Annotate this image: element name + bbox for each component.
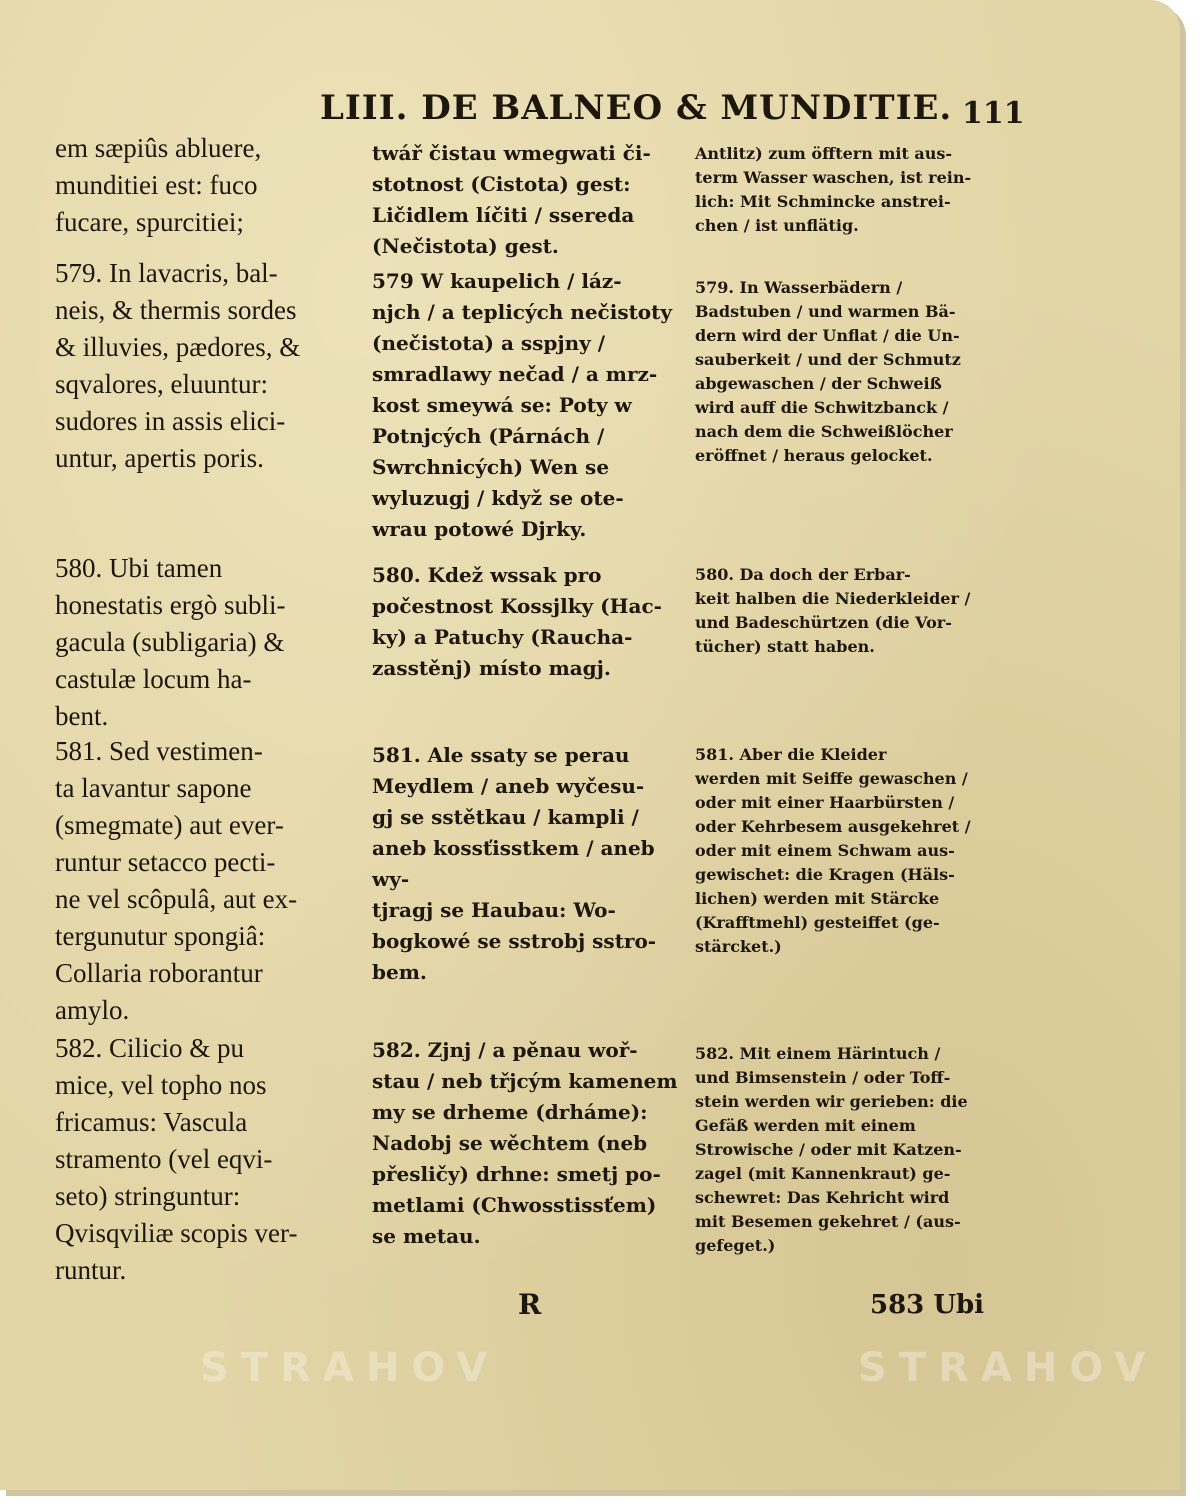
czech-paragraph-intro: twář čistau wmegwati či- stotnost (Cistota) gest: Ličidlem líčiti / ssereda (Nečistota) gest.: [372, 141, 651, 258]
czech-paragraph-582: 582. Zjnj / a pěnau woř- stau / neb třjcým kamenem my se drheme (drháme): Nadobj se wěchtem (neb přesličy) drhne: smetj po- metlami (Chwosstissťem) se metau.: [372, 1038, 678, 1248]
czech-paragraph-581: 581. Ale ssaty se perau Meydlem / aneb wyčesu- gj se sstětkau / kampli / aneb kossťisstkem / aneb wy- tjragj se Haubau: Wo- bogkowé se sstrobj sstro- bem.: [372, 743, 657, 984]
czech-paragraph-579: 579 W kaupelich / láz- njch / a teplicých nečistoty (nečistota) a sspjny / smradlawy nečad / a mrz- kost smeywá se: Poty w Potnjcých (Párnách / Swrchnicých) Wen se wyluzugj / když se ote- wrau potowé Djrky.: [372, 269, 673, 541]
german-paragraph-intro: Antlitz) zum öfftern mit aus- term Wasser waschen, ist rein- lich: Mit Schmincke anstrei- chen / ist unflätig.: [695, 144, 972, 235]
latin-paragraph-581: 581. Sed vestimen- ta lavantur sapone (smegmate) aut ever- runtur setacco pecti- ne vel scôpulâ, aut ex- tergunutur spongiâ: Collaria roborantur amylo.: [55, 736, 298, 1025]
latin-paragraph-579: 579. In lavacris, bal- neis, & thermis sordes & illuvies, pædores, & sqvalores, eluuntur: sudores in assis elici- untur, apertis poris.: [55, 258, 301, 473]
page-header: LIII. DE BALNEO & MUNDITIE.: [320, 88, 953, 128]
czech-paragraph-580: 580. Kdež wssak pro počestnost Kossjlky (Hac- ky) a Patuchy (Raucha- zasstěnj) místo magj.: [372, 563, 662, 680]
german-paragraph-582: 582. Mit einem Härintuch / und Bimsenstein / oder Toff- stein werden wir gerieben: die Gefäß werden mit einem Strowische / oder mit Katzen- zagel (mit Kannenkraut) ge- schewret: Das Kehricht wird mit Besemen gekehret / (aus- gefeget.): [695, 1044, 968, 1255]
page-number: 111: [962, 96, 1025, 131]
latin-paragraph-582: 582. Cilicio & pu mice, vel topho nos fricamus: Vascula stramento (vel eqvi- seto) stringuntur: Qvisqviliæ scopis ver- runtur.: [55, 1033, 298, 1285]
german-paragraph-581: 581. Aber die Kleider werden mit Seiffe gewaschen / oder mit einer Haarbürsten / oder Kehrbesem ausgekehret / oder mit einem Schwam aus- gewischet: die Kragen (Häls- lichen) werden mit Stärcke (Krafftmehl) gesteiffet (ge- stärcket.): [695, 745, 971, 956]
signature-mark: R: [518, 1288, 542, 1321]
catchword: 583 Ubi: [870, 1290, 985, 1320]
latin-paragraph-580: 580. Ubi tamen honestatis ergò subli- gacula (subligaria) & castulæ locum ha- bent.: [55, 553, 286, 731]
latin-paragraph-intro: em sæpiûs abluere, munditiei est: fuco fucare, spurcitiei;: [55, 133, 262, 237]
library-watermark-right: STRAHOV: [858, 1345, 1158, 1391]
library-watermark-left: STRAHOV: [200, 1345, 500, 1391]
german-paragraph-579: 579. In Wasserbädern / Badstuben / und warmen Bä- dern wird der Unflat / die Un- sauberkeit / und der Schmutz abgewaschen / der Schweiß wird auff die Schwitzbanck / nach dem die Schweißlöcher eröffnet / heraus gelocket.: [695, 278, 961, 465]
german-paragraph-580: 580. Da doch der Erbar- keit halben die Niederkleider / und Badeschürtzen (die Vor- tücher) statt haben.: [695, 565, 971, 656]
